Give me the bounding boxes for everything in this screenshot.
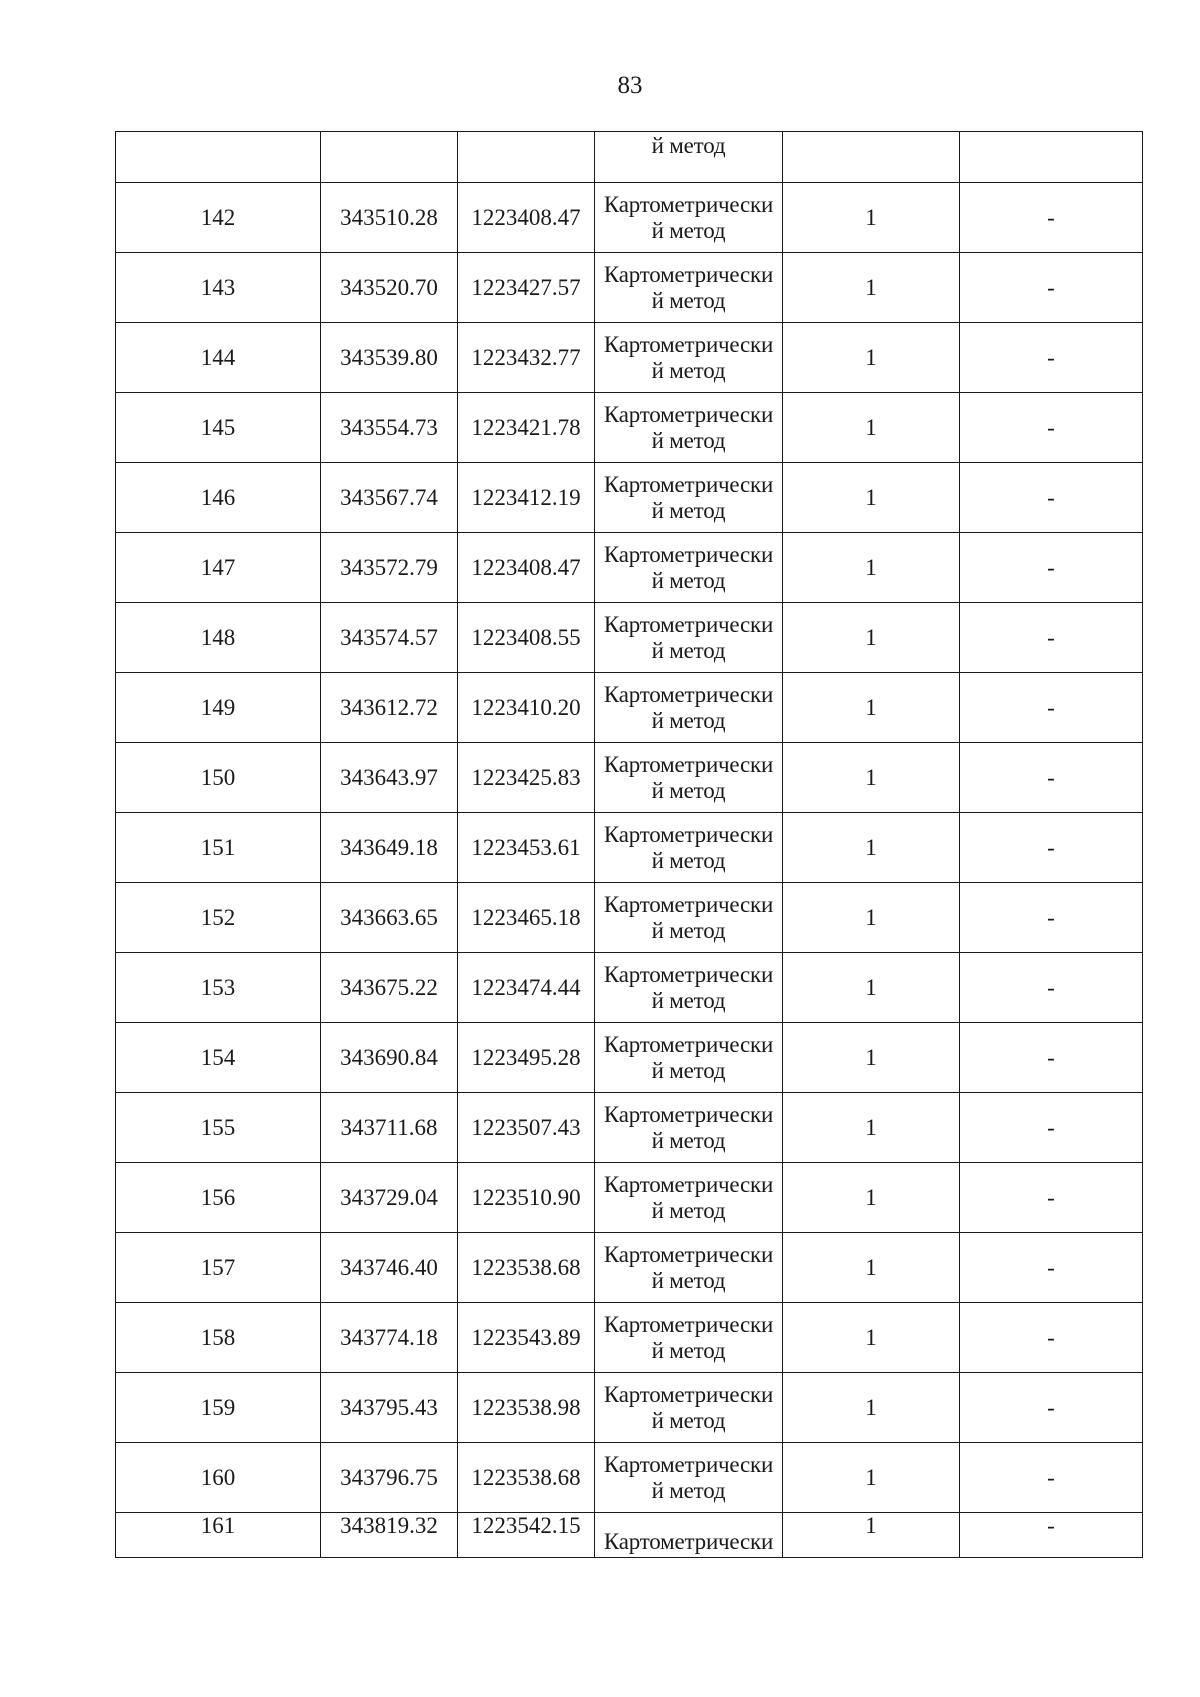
method-line-2: й метод xyxy=(651,217,726,243)
accuracy-cell: 1 xyxy=(783,673,960,743)
point-number-cell: 160 xyxy=(116,1443,321,1513)
description-cell: - xyxy=(960,1513,1143,1558)
y-coordinate-cell: 1223425.83 xyxy=(458,743,595,813)
point-number-cell: 156 xyxy=(116,1163,321,1233)
point-number-cell: 153 xyxy=(116,953,321,1023)
description-cell: - xyxy=(960,1443,1143,1513)
point-number-cell: 159 xyxy=(116,1373,321,1443)
method-line-2: й метод xyxy=(651,707,726,733)
y-coordinate-cell: 1223465.18 xyxy=(458,883,595,953)
method-cell xyxy=(595,1093,783,1163)
accuracy-cell: 1 xyxy=(783,533,960,603)
accuracy-cell: 1 xyxy=(783,1303,960,1373)
method-cell xyxy=(595,253,783,323)
method-cell xyxy=(595,603,783,673)
method-line-1: Картометрически xyxy=(603,1529,774,1554)
accuracy-cell: 1 xyxy=(783,183,960,253)
accuracy-cell: 1 xyxy=(783,323,960,393)
method-line-2: й метод xyxy=(651,1057,726,1083)
method-cell xyxy=(595,323,783,393)
point-number-cell: 158 xyxy=(116,1303,321,1373)
table-row xyxy=(116,1233,1143,1303)
point-number-cell: 147 xyxy=(116,533,321,603)
method-line-1: Картометрически xyxy=(603,751,774,777)
y-coordinate-cell: 1223495.28 xyxy=(458,1023,595,1093)
method-line-1: Картометрически xyxy=(603,191,774,217)
point-number-cell: 149 xyxy=(116,673,321,743)
point-number-cell: 146 xyxy=(116,463,321,533)
method-line-1: Картометрически xyxy=(603,1451,774,1477)
method-line-1: Картометрически xyxy=(603,331,774,357)
method-cell xyxy=(595,1303,783,1373)
y-coordinate-cell: 1223427.57 xyxy=(458,253,595,323)
table-row xyxy=(116,1303,1143,1373)
description-cell: - xyxy=(960,673,1143,743)
method-cell xyxy=(595,1163,783,1233)
y-coordinate-cell: 1223538.68 xyxy=(458,1443,595,1513)
method-line-1: Картометрически xyxy=(603,821,774,847)
y-coordinate-cell: 1223538.68 xyxy=(458,1233,595,1303)
y-coordinate-cell: 1223432.77 xyxy=(458,323,595,393)
description-cell: - xyxy=(960,883,1143,953)
method-line-2: й метод xyxy=(651,357,726,383)
x-coordinate-cell: 343574.57 xyxy=(321,603,458,673)
method-line-1: Картометрически xyxy=(603,681,774,707)
x-coordinate-cell: 343774.18 xyxy=(321,1303,458,1373)
x-coordinate-cell: 343663.65 xyxy=(321,883,458,953)
method-cell xyxy=(595,132,783,183)
description-cell xyxy=(960,132,1143,183)
method-line-2: й метод xyxy=(651,847,726,873)
method-cell xyxy=(595,813,783,883)
point-number-cell: 150 xyxy=(116,743,321,813)
description-cell: - xyxy=(960,953,1143,1023)
table-row xyxy=(116,1373,1143,1443)
description-cell: - xyxy=(960,463,1143,533)
y-coordinate-cell: 1223507.43 xyxy=(458,1093,595,1163)
accuracy-cell xyxy=(783,132,960,183)
description-cell: - xyxy=(960,323,1143,393)
method-cell xyxy=(595,463,783,533)
x-coordinate-cell: 343690.84 xyxy=(321,1023,458,1093)
method-cell xyxy=(595,1233,783,1303)
method-line-2: й метод xyxy=(651,637,726,663)
x-coordinate-cell xyxy=(321,132,458,183)
method-line-2: й метод xyxy=(651,917,726,943)
point-number-cell: 148 xyxy=(116,603,321,673)
method-line-2: й метод xyxy=(651,987,726,1013)
method-line-2: й метод xyxy=(651,133,726,158)
table-row xyxy=(116,603,1143,673)
method-line-2: й метод xyxy=(651,1407,726,1433)
x-coordinate-cell: 343510.28 xyxy=(321,183,458,253)
method-line-2: й метод xyxy=(651,287,726,313)
table-row xyxy=(116,1443,1143,1513)
table-row xyxy=(116,1023,1143,1093)
method-cell xyxy=(595,1513,783,1558)
method-line-1: Картометрически xyxy=(603,471,774,497)
method-cell xyxy=(595,953,783,1023)
point-number-cell: 154 xyxy=(116,1023,321,1093)
description-cell: - xyxy=(960,813,1143,883)
y-coordinate-cell: 1223408.55 xyxy=(458,603,595,673)
description-cell: - xyxy=(960,533,1143,603)
method-line-1: Картометрически xyxy=(603,1031,774,1057)
description-cell: - xyxy=(960,1093,1143,1163)
table-row-last xyxy=(116,1513,1143,1558)
method-cell xyxy=(595,1373,783,1443)
method-line-1: Картометрически xyxy=(603,891,774,917)
method-line-2: й метод xyxy=(651,1127,726,1153)
method-line-1: Картометрически xyxy=(603,541,774,567)
point-number-cell: 145 xyxy=(116,393,321,463)
method-line-2: й метод xyxy=(651,1337,726,1363)
point-number-cell: 157 xyxy=(116,1233,321,1303)
description-cell: - xyxy=(960,1303,1143,1373)
y-coordinate-cell: 1223408.47 xyxy=(458,183,595,253)
accuracy-cell: 1 xyxy=(783,1023,960,1093)
accuracy-cell: 1 xyxy=(783,1373,960,1443)
point-number-cell: 161 xyxy=(116,1513,321,1558)
method-line-2: й метод xyxy=(651,1267,726,1293)
y-coordinate-cell: 1223543.89 xyxy=(458,1303,595,1373)
method-line-2: й метод xyxy=(651,1197,726,1223)
method-line-1: Картометрически xyxy=(603,1241,774,1267)
x-coordinate-cell: 343796.75 xyxy=(321,1443,458,1513)
y-coordinate-cell: 1223538.98 xyxy=(458,1373,595,1443)
method-cell xyxy=(595,673,783,743)
table-row xyxy=(116,743,1143,813)
point-number-cell: 152 xyxy=(116,883,321,953)
y-coordinate-cell: 1223474.44 xyxy=(458,953,595,1023)
table-row-continuation xyxy=(116,132,1143,183)
method-line-1: Картометрически xyxy=(603,611,774,637)
method-line-2: й метод xyxy=(651,497,726,523)
x-coordinate-cell: 343746.40 xyxy=(321,1233,458,1303)
accuracy-cell: 1 xyxy=(783,253,960,323)
accuracy-cell: 1 xyxy=(783,1163,960,1233)
x-coordinate-cell: 343572.79 xyxy=(321,533,458,603)
x-coordinate-cell: 343520.70 xyxy=(321,253,458,323)
y-coordinate-cell: 1223421.78 xyxy=(458,393,595,463)
method-line-1: Картометрически xyxy=(603,961,774,987)
accuracy-cell: 1 xyxy=(783,603,960,673)
table-row xyxy=(116,323,1143,393)
point-number-cell: 143 xyxy=(116,253,321,323)
method-cell xyxy=(595,183,783,253)
method-line-1: Картометрически xyxy=(603,401,774,427)
y-coordinate-cell: 1223412.19 xyxy=(458,463,595,533)
description-cell: - xyxy=(960,1023,1143,1093)
accuracy-cell: 1 xyxy=(783,813,960,883)
description-cell: - xyxy=(960,393,1143,463)
method-cell xyxy=(595,533,783,603)
description-cell: - xyxy=(960,253,1143,323)
x-coordinate-cell: 343675.22 xyxy=(321,953,458,1023)
table-row xyxy=(116,533,1143,603)
accuracy-cell: 1 xyxy=(783,883,960,953)
description-cell: - xyxy=(960,1373,1143,1443)
accuracy-cell: 1 xyxy=(783,1093,960,1163)
method-cell xyxy=(595,1443,783,1513)
table-row xyxy=(116,393,1143,463)
point-number-cell: 151 xyxy=(116,813,321,883)
coordinates-table xyxy=(115,131,1143,1558)
table-row xyxy=(116,253,1143,323)
method-line-1: Картометрически xyxy=(603,1101,774,1127)
table-row xyxy=(116,673,1143,743)
description-cell: - xyxy=(960,743,1143,813)
y-coordinate-cell: 1223542.15 xyxy=(458,1513,595,1558)
table-row xyxy=(116,883,1143,953)
accuracy-cell: 1 xyxy=(783,463,960,533)
accuracy-cell: 1 xyxy=(783,743,960,813)
x-coordinate-cell: 343612.72 xyxy=(321,673,458,743)
x-coordinate-cell: 343567.74 xyxy=(321,463,458,533)
y-coordinate-cell: 1223410.20 xyxy=(458,673,595,743)
method-line-2: й метод xyxy=(651,1477,726,1503)
point-number-cell xyxy=(116,132,321,183)
description-cell: - xyxy=(960,183,1143,253)
accuracy-cell: 1 xyxy=(783,1443,960,1513)
point-number-cell: 155 xyxy=(116,1093,321,1163)
x-coordinate-cell: 343711.68 xyxy=(321,1093,458,1163)
method-cell xyxy=(595,883,783,953)
description-cell: - xyxy=(960,603,1143,673)
x-coordinate-cell: 343554.73 xyxy=(321,393,458,463)
description-cell: - xyxy=(960,1233,1143,1303)
x-coordinate-cell: 343729.04 xyxy=(321,1163,458,1233)
method-line-2: й метод xyxy=(651,567,726,593)
x-coordinate-cell: 343795.43 xyxy=(321,1373,458,1443)
accuracy-cell: 1 xyxy=(783,393,960,463)
table-row xyxy=(116,183,1143,253)
method-line-1: Картометрически xyxy=(603,1311,774,1337)
x-coordinate-cell: 343643.97 xyxy=(321,743,458,813)
method-line-2: й метод xyxy=(651,777,726,803)
accuracy-cell: 1 xyxy=(783,953,960,1023)
y-coordinate-cell: 1223408.47 xyxy=(458,533,595,603)
method-cell xyxy=(595,743,783,813)
x-coordinate-cell: 343539.80 xyxy=(321,323,458,393)
page-number: 83 xyxy=(617,72,643,99)
point-number-cell: 142 xyxy=(116,183,321,253)
x-coordinate-cell: 343649.18 xyxy=(321,813,458,883)
table-row xyxy=(116,953,1143,1023)
table-row xyxy=(116,813,1143,883)
y-coordinate-cell xyxy=(458,132,595,183)
method-cell xyxy=(595,1023,783,1093)
table-row xyxy=(116,1093,1143,1163)
method-line-1: Картометрически xyxy=(603,1381,774,1407)
x-coordinate-cell: 343819.32 xyxy=(321,1513,458,1558)
point-number-cell: 144 xyxy=(116,323,321,393)
table-body xyxy=(116,132,1143,1558)
method-line-2: й метод xyxy=(651,427,726,453)
accuracy-cell: 1 xyxy=(783,1233,960,1303)
y-coordinate-cell: 1223453.61 xyxy=(458,813,595,883)
description-cell: - xyxy=(960,1163,1143,1233)
method-line-1: Картометрически xyxy=(603,261,774,287)
method-line-1: Картометрически xyxy=(603,1171,774,1197)
method-cell xyxy=(595,393,783,463)
accuracy-cell: 1 xyxy=(783,1513,960,1558)
y-coordinate-cell: 1223510.90 xyxy=(458,1163,595,1233)
table-row xyxy=(116,463,1143,533)
table-row xyxy=(116,1163,1143,1233)
